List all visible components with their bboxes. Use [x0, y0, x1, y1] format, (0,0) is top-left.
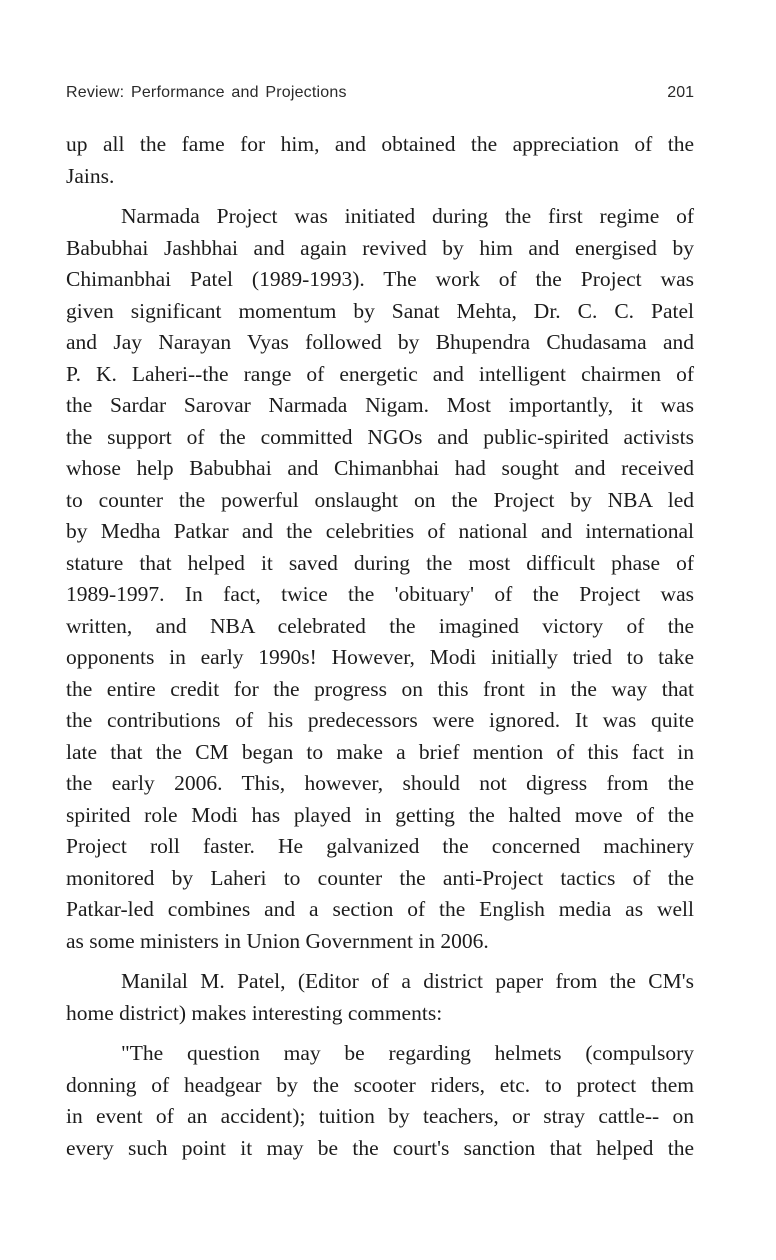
text-line: the support of the committed NGOs and public-spirited activists	[66, 424, 694, 449]
text-line: to counter the powerful onslaught on the Project by NBA led	[66, 487, 694, 512]
text-line: given significant momentum by Sanat Mehta, Dr. C. C. Patel	[66, 298, 694, 323]
text-line: as some ministers in Union Government in 2006.	[66, 928, 489, 953]
text-line: Narmada Project was initiated during the first regime of	[121, 204, 694, 228]
text-line: Chimanbhai Patel (1989-1993). The work of the Project was	[66, 267, 694, 291]
page-number: 201	[667, 84, 694, 101]
text-line: stature that helped it saved during the most difficult phase of	[66, 550, 694, 575]
text-line: donning of headgear by the scooter riders, etc. to protect them	[66, 1072, 694, 1097]
text-line: the early 2006. This, however, should not digress from the	[66, 771, 694, 795]
text-line: "The question may be regarding helmets (compulsory	[121, 1041, 694, 1065]
text-line: the Sardar Sarovar Narmada Nigam. Most importantly, it was	[66, 393, 694, 417]
text-line: up all the fame for him, and obtained the appreciation of the	[66, 132, 694, 156]
text-line: every such point it may be the court's sanction that helped the	[66, 1135, 694, 1160]
paragraph	[66, 966, 694, 1029]
text-line: 1989-1997. In fact, twice the 'obituary' of the Project was	[66, 582, 694, 606]
text-line: written, and NBA celebrated the imagined victory of the	[66, 613, 694, 638]
text-line: the entire credit for the progress on this front in the way that	[66, 676, 694, 701]
text-line: P. K. Laheri--the range of energetic and intelligent chairmen of	[66, 361, 694, 386]
text-line: the contributions of his predecessors were ignored. It was quite	[66, 708, 694, 732]
text-line: in event of an accident); tuition by teachers, or stray cattle-- on	[66, 1104, 694, 1128]
text-line: home district) makes interesting comments:	[66, 1000, 443, 1025]
paragraph	[66, 201, 694, 957]
text-line: monitored by Laheri to counter the anti-Project tactics of the	[66, 865, 694, 890]
text-line: by Medha Patkar and the celebrities of national and international	[66, 519, 694, 543]
paragraph	[66, 129, 694, 192]
running-head-title: Review: Performance and Projections	[66, 84, 347, 101]
text-line: Project roll faster. He galvanized the concerned machinery	[66, 834, 694, 858]
text-line: whose help Babubhai and Chimanbhai had sought and received	[66, 456, 694, 480]
text-line: opponents in early 1990s! However, Modi initially tried to take	[66, 645, 694, 669]
body-text	[66, 129, 694, 1164]
text-line: spirited role Modi has played in getting the halted move of the	[66, 802, 694, 827]
text-line: Babubhai Jashbhai and again revived by him and energised by	[66, 235, 694, 260]
quoted-paragraph	[66, 1038, 694, 1164]
running-head	[66, 84, 694, 106]
text-line: and Jay Narayan Vyas followed by Bhupendra Chudasama and	[66, 330, 694, 354]
text-line: Patkar-led combines and a section of the English media as well	[66, 897, 694, 921]
text-line: late that the CM began to make a brief mention of this fact in	[66, 739, 694, 764]
text-line: Manilal M. Patel, (Editor of a district paper from the CM's	[121, 969, 694, 993]
text-line: Jains.	[66, 163, 115, 188]
